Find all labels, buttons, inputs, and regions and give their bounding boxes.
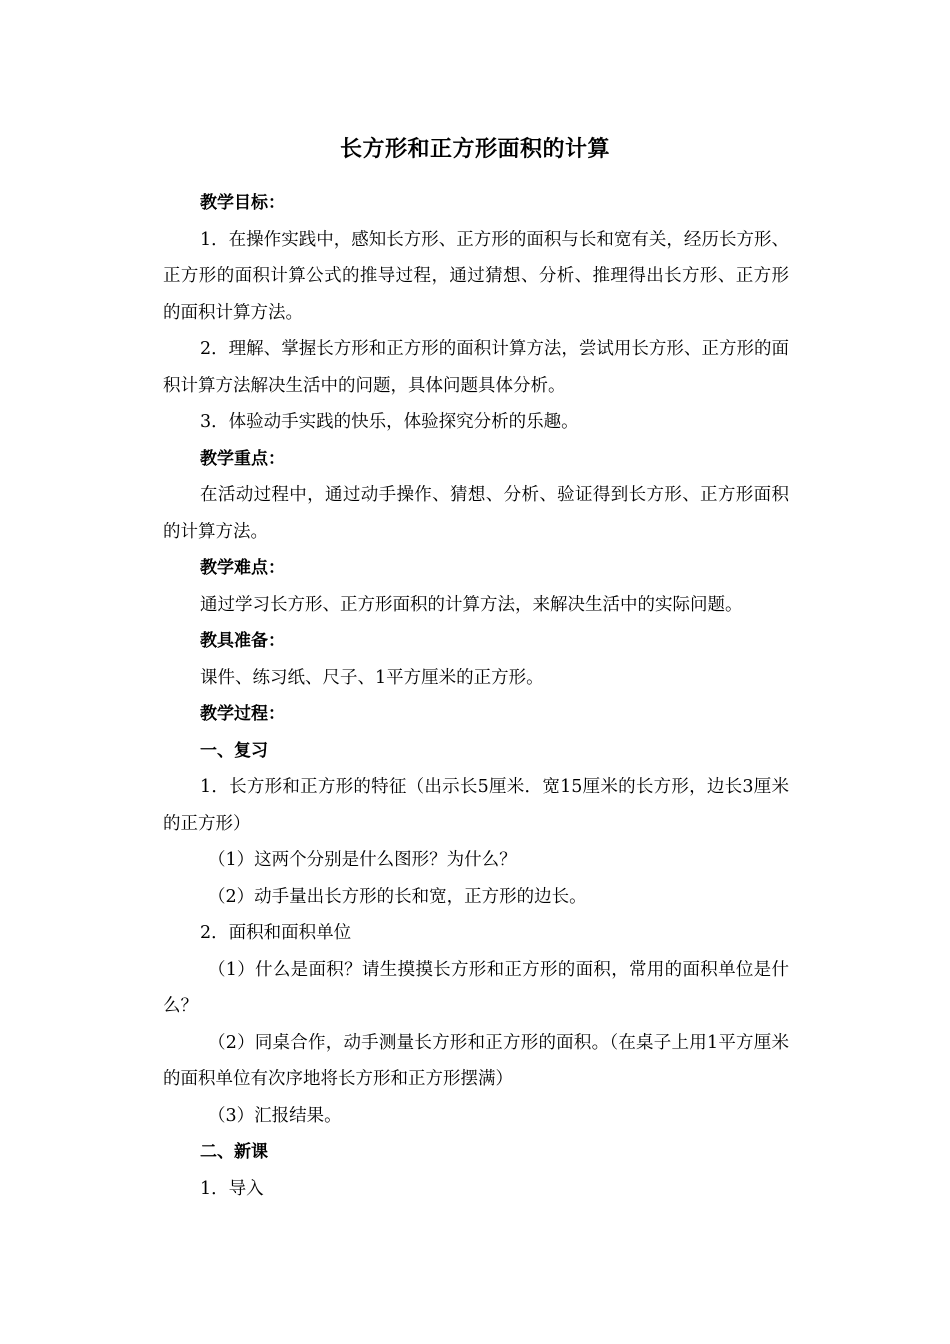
review-item-1-question-2: （2）动手量出长方形的长和宽，正方形的边长。 — [208, 886, 587, 907]
difficulty-text: 通过学习长方形、正方形面积的计算方法，来解决生活中的实际问题。 — [200, 594, 743, 615]
review-item-2: 2．面积和面积单位 — [200, 923, 352, 943]
key-points-text: 在活动过程中，通过动手操作、猜想、分析、验证得到长方形、正方形面积的计算方法。 — [163, 485, 789, 542]
new-lesson-heading: 二、新课 — [200, 1142, 268, 1162]
difficulty-heading: 教学难点： — [200, 558, 285, 578]
review-item-1-question-1: （1）这两个分别是什么图形？为什么？ — [208, 850, 517, 870]
review-item-2-question-1: （1）什么是面积？请生摸摸长方形和正方形的面积，常用的面积单位是什么？ — [163, 959, 789, 1016]
objectives-heading: 教学目标： — [200, 193, 285, 213]
objective-2: 2．理解、掌握长方形和正方形的面积计算方法，尝试用长方形、正方形的面积计算方法解决生活中的问题，具体问题具体分析。 — [163, 339, 789, 396]
review-item-2-question-3: （3）汇报结果。 — [208, 1105, 342, 1126]
objective-1: 1．在操作实践中，感知长方形、正方形的面积与长和宽有关，经历长方形、正方形的面积计算公式的推导过程，通过猜想、分析、推理得出长方形、正方形的面积计算方法。 — [163, 229, 789, 323]
key-points-heading: 教学重点： — [200, 448, 285, 469]
process-heading: 教学过程： — [200, 704, 285, 724]
materials-text: 课件、练习纸、尺子、1平方厘米的正方形。 — [200, 667, 544, 688]
objective-3: 3．体验动手实践的快乐，体验探究分析的乐趣。 — [200, 412, 579, 432]
materials-heading: 教具准备： — [200, 631, 285, 651]
new-lesson-item-1: 1．导入 — [200, 1178, 264, 1199]
review-item-1: 1．长方形和正方形的特征（出示长5厘米．宽15厘米的长方形，边长3厘米的正方形） — [163, 777, 789, 834]
document-body — [163, 185, 789, 1207]
document-title: 长方形和正方形面积的计算 — [339, 137, 610, 162]
review-heading: 一、复习 — [200, 740, 268, 761]
review-item-2-question-2: （2）同桌合作，动手测量长方形和正方形的面积。（在桌子上用1平方厘米的面积单位有次序地将长方形和正方形摆满） — [163, 1032, 789, 1089]
